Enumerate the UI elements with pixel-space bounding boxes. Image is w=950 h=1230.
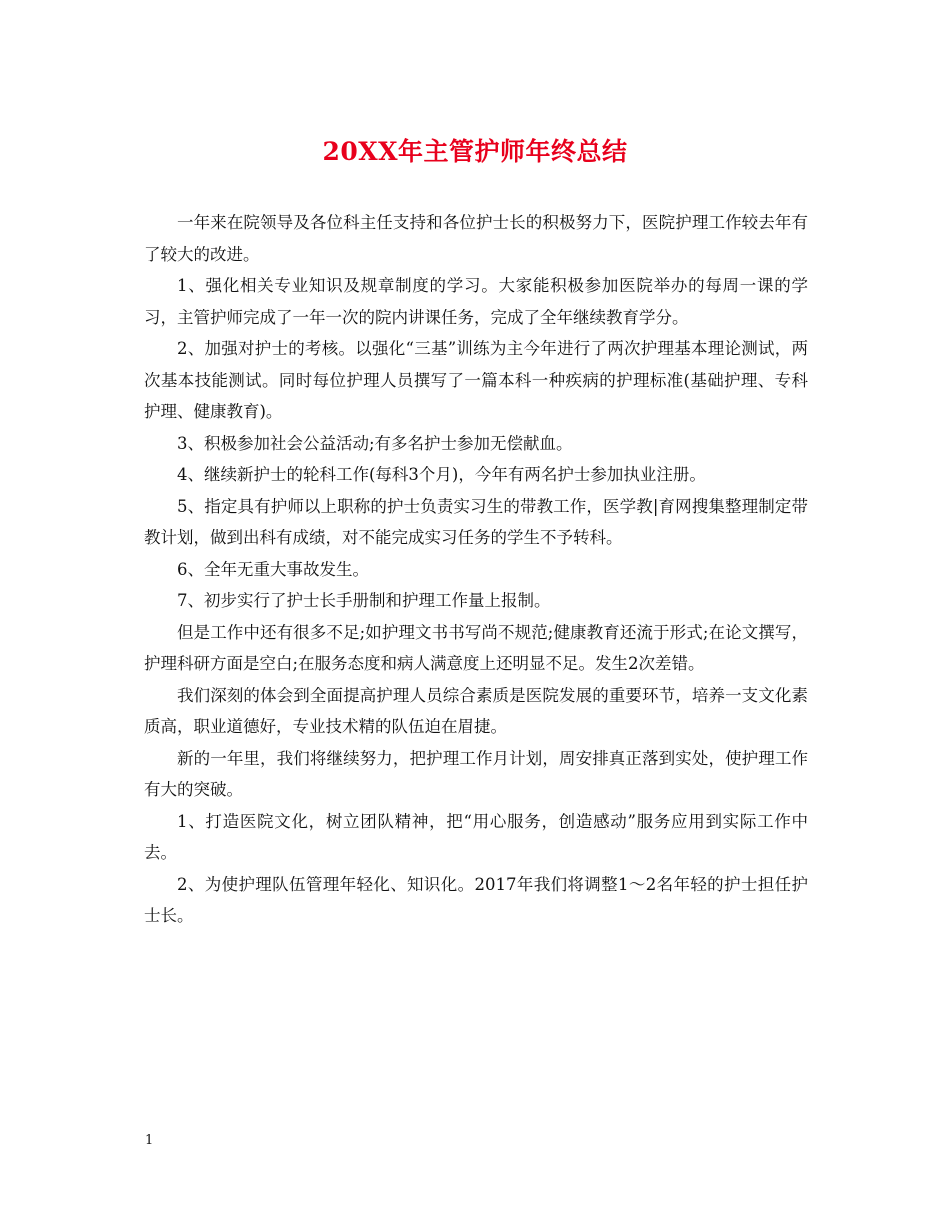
paragraph-intro: 一年来在院领导及各位科主任支持和各位护士长的积极努力下，医院护理工作较去年有了较大的改进。 <box>144 213 808 264</box>
paragraph-item-6: 6、全年无重大事故发生。 <box>177 559 369 579</box>
document-title: 20XX年主管护师年终总结 <box>322 137 628 166</box>
paragraph-item-2: 2、加强对护士的考核。以强化“三基”训练为主今年进行了两次护理基本理论测试，两次基本技能测试。同时每位护理人员撰写了一篇本科一种疾病的护理标准(基础护理、专科护理、健康教育)。 <box>144 339 808 421</box>
paragraph-item-3: 3、积极参加社会公益活动;有多名护士参加无偿献血。 <box>177 433 573 453</box>
paragraph-reflection: 我们深刻的体会到全面提高护理人员综合素质是医院发展的重要环节，培养一支文化素质高，职业道德好，专业技术精的队伍迫在眉捷。 <box>144 685 808 736</box>
document-body <box>144 207 808 932</box>
paragraph-plan-1: 1、打造医院文化，树立团队精神，把“用心服务，创造感动”服务应用到实际工作中去。 <box>144 811 808 862</box>
paragraph-item-5: 5、指定具有护师以上职称的护士负责实习生的带教工作，医学教|育网搜集整理制定带教计划，做到出科有成绩，对不能完成实习任务的学生不予转科。 <box>144 496 808 547</box>
paragraph-item-1: 1、强化相关专业知识及规章制度的学习。大家能积极参加医院举办的每周一课的学习，主管护师完成了一年一次的院内讲课任务，完成了全年继续教育学分。 <box>144 276 808 327</box>
paragraph-plan-2: 2、为使护理队伍管理年轻化、知识化。2017年我们将调整1～2名年轻的护士担任护士长。 <box>144 874 808 925</box>
page-number: 1 <box>145 1133 154 1148</box>
paragraph-item-7: 7、初步实行了护士长手册制和护理工作量上报制。 <box>177 591 551 610</box>
paragraph-item-4: 4、继续新护士的轮科工作(每科3个月)，今年有两名护士参加执业注册。 <box>177 465 706 484</box>
paragraph-next-year: 新的一年里，我们将继续努力，把护理工作月计划，周安排真正落到实处，使护理工作有大的突破。 <box>144 748 808 799</box>
paragraph-shortcomings: 但是工作中还有很多不足;如护理文书书写尚不规范;健康教育还流于形式;在论文撰写，护理科研方面是空白;在服务态度和病人满意度上还明显不足。发生2次差错。 <box>144 622 808 673</box>
